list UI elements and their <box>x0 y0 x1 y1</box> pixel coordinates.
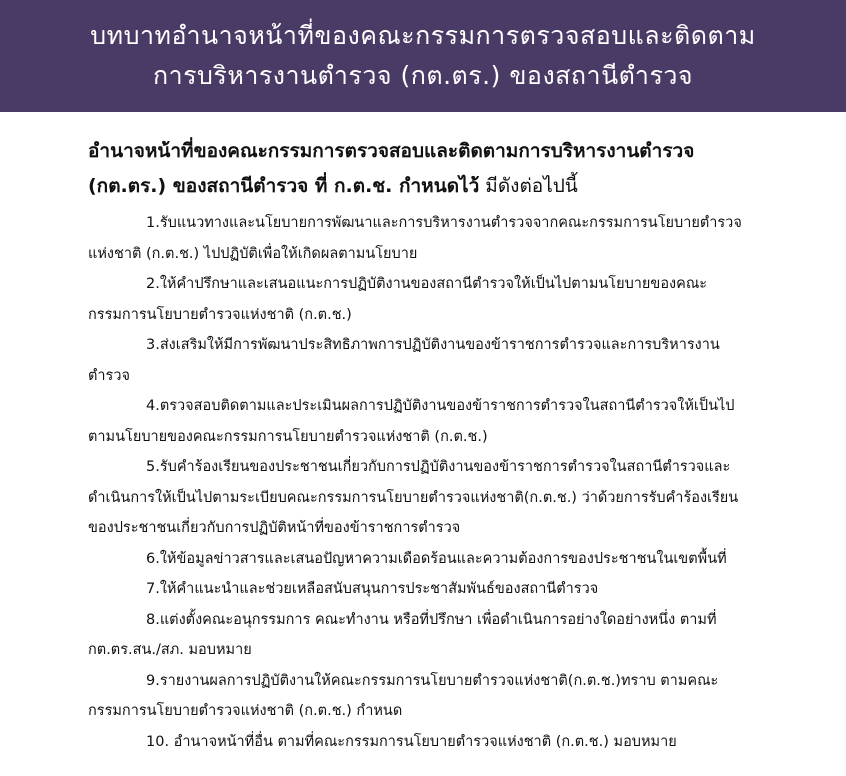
page-title-line-1: บทบาทอำนาจหน้าที่ของคณะกรรมการตรวจสอบและติดตาม <box>90 21 756 50</box>
document-body <box>0 112 846 757</box>
duty-item-7: 7.ให้คำแนะนำและช่วยเหลือสนับสนุนการประชาสัมพันธ์ของสถานีตำรวจ <box>146 581 599 597</box>
duty-item-1: 1.รับแนวทางและนโยบายการพัฒนาและการบริหารงานตำรวจจากคณะกรรมการนโยบายตำรวจแห่งชาติ (ก.ต.ช.) ไปปฏิบัติเพื่อให้เกิดผลตามนโยบาย <box>88 215 742 262</box>
duty-item-10: 10. อำนาจหน้าที่อื่น ตามที่คณะกรรมการนโยบายตำรวจแห่งชาติ (ก.ต.ช.) มอบหมาย <box>146 733 677 750</box>
intro-paragraph <box>88 134 758 204</box>
intro-suffix: มีดังต่อไปนี้ <box>479 175 578 197</box>
duty-item-5: 5.รับคำร้องเรียนของประชาชนเกี่ยวกับการปฏิบัติงานของข้าราชการตำรวจในสถานีตำรวจและดำเนินการให้เป็นไปตามระเบียบคณะกรรมการนโยบายตำรวจแห่งชาติ(ก.ต.ช.) ว่าด้วยการรับคำร้องเรียนของประชาชนเกี่ยวกับการปฏิบัติหน้าที่ของข้าราชการตำรวจ <box>88 459 739 536</box>
duty-item-3: 3.ส่งเสริมให้มีการพัฒนาประสิทธิภาพการปฏิบัติงานของข้าราชการตำรวจและการบริหารงานตำรวจ <box>88 337 720 384</box>
intro-heading: อำนาจหน้าที่ของคณะกรรมการตรวจสอบและติดตามการบริหารงานตำรวจ (กต.ตร.) ของสถานีตำรวจ ที่ ก.ต.ช. กำหนดไว้ <box>88 140 695 197</box>
duty-item-8: 8.แต่งตั้งคณะอนุกรรมการ คณะทำงาน หรือที่ปรึกษา เพื่อดำเนินการอย่างใดอย่างหนึ่ง ตามที่ กต.ตร.สน./สภ. มอบหมาย <box>88 611 717 658</box>
duty-item-2: 2.ให้คำปรึกษาและเสนอแนะการปฏิบัติงานของสถานีตำรวจให้เป็นไปตามนโยบายของคณะกรรมการนโยบายตำรวจแห่งชาติ (ก.ต.ช.) <box>88 276 708 323</box>
duty-item-4: 4.ตรวจสอบติดตามและประเมินผลการปฏิบัติงานของข้าราชการตำรวจในสถานีตำรวจให้เป็นไปตามนโยบายของคณะกรรมการนโยบายตำรวจแห่งชาติ (ก.ต.ช.) <box>88 398 735 445</box>
duty-item-9: 9.รายงานผลการปฏิบัติงานให้คณะกรรมการนโยบายตำรวจแห่งชาติ(ก.ต.ช.)ทราบ ตามคณะกรรมการนโยบายตำรวจแห่งชาติ (ก.ต.ช.) กำหนด <box>88 672 719 719</box>
page-title-line-2: การบริหารงานตำรวจ (กต.ตร.) ของสถานีตำรวจ <box>152 61 694 90</box>
title-banner <box>0 0 846 112</box>
duty-item-6: 6.ให้ข้อมูลข่าวสารและเสนอปัญหาความเดือดร้อนและความต้องการของประชาชนในเขตพื้นที่ <box>146 550 727 567</box>
